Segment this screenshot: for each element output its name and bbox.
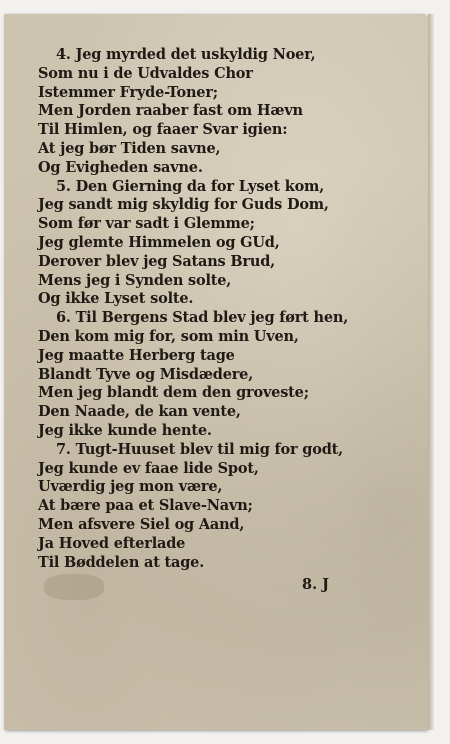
paper-stain <box>44 574 104 600</box>
verse-line: Ja Hoved efterlade <box>38 534 186 552</box>
verse-line: Uværdig jeg mon være, <box>38 478 223 496</box>
verse-line: Jeg ikke kunde hente. <box>38 421 212 439</box>
signature-mark: 8. J <box>302 576 330 593</box>
verse-line: 5. Den Gierning da for Lyset kom, <box>56 177 325 195</box>
page-sheet <box>4 14 428 730</box>
hymn-text <box>38 46 368 572</box>
verse-line: 6. Til Bergens Stad blev jeg ført hen, <box>56 309 349 327</box>
verse-line: Blandt Tyve og Misdædere, <box>38 365 254 383</box>
verse-line: Den Naade, de kan vente, <box>38 403 241 421</box>
verse-line: Den kom mig for, som min Uven, <box>38 327 299 345</box>
verse-line: At jeg bør Tiden savne, <box>38 139 221 157</box>
verse-line: Som nu i de Udvaldes Chor <box>38 64 253 82</box>
page-edge <box>428 14 434 730</box>
verse-line: Men Jorden raaber fast om Hævn <box>38 102 303 120</box>
verse-line: Som før var sadt i Glemme; <box>38 215 255 233</box>
verse-line: Jeg sandt mig skyldig for Guds Dom, <box>38 196 329 214</box>
verse-line: Men afsvere Siel og Aand, <box>38 515 245 533</box>
verse-line: Til Bøddelen at tage. <box>38 553 205 571</box>
verse-line: Istemmer Fryde-Toner; <box>38 83 218 101</box>
verse-line: Og Evigheden savne. <box>38 158 203 176</box>
verse-line: Mens jeg i Synden solte, <box>38 271 232 289</box>
verse-line: Jeg maatte Herberg tage <box>38 346 235 364</box>
verse-line: Derover blev jeg Satans Brud, <box>38 252 275 270</box>
verse-line: Jeg glemte Himmelen og GUd, <box>38 233 280 251</box>
verse-line: Til Himlen, og faaer Svar igien: <box>38 121 288 139</box>
verse-line: Jeg kunde ev faae lide Spot, <box>38 459 259 477</box>
verse-line: 7. Tugt-Huuset blev til mig for godt, <box>56 440 343 458</box>
verse-line: Men jeg blandt dem den groveste; <box>38 384 309 402</box>
verse-line: 4. Jeg myrded det uskyldig Noer, <box>56 46 316 63</box>
verse-line: At bære paa et Slave-Navn; <box>38 497 253 515</box>
verse-line: Og ikke Lyset solte. <box>38 290 194 308</box>
